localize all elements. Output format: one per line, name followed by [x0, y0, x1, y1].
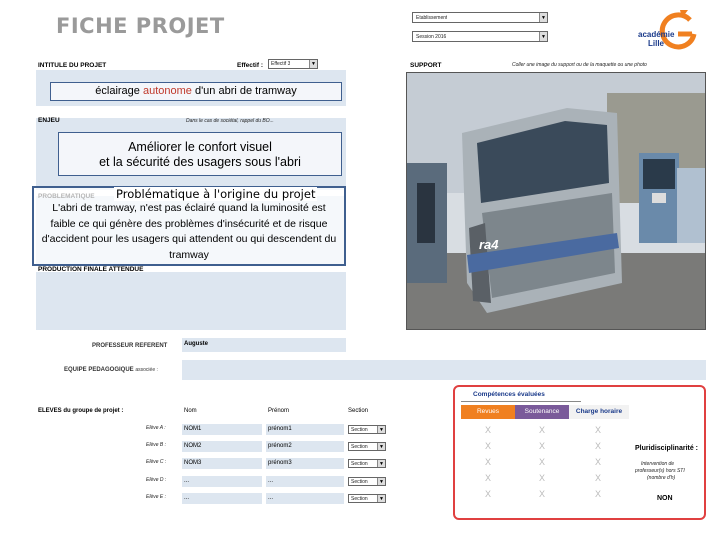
logo-text-2: Lille	[648, 39, 665, 48]
eleve-section: Section	[351, 478, 368, 485]
competences-panel	[453, 385, 706, 520]
pluri-note-1: Intervention de	[641, 461, 675, 467]
intitule-field[interactable]	[50, 82, 342, 101]
eleve-role: Élève B :	[146, 442, 167, 448]
eleve-section: Section	[351, 495, 368, 502]
col-header-nom: Nom	[184, 408, 197, 414]
competences-title-rule	[461, 401, 581, 402]
eleve-prenom-field[interactable]	[266, 493, 344, 504]
professeur-field[interactable]	[182, 338, 346, 352]
eleve-role: Élève D :	[146, 477, 167, 483]
eleve-prenom: ...	[268, 495, 274, 501]
problematique-text: L'abri de tramway, n'est pas éclairé quand la luminosité est faible ce qui génère des problèmes d'insécurité et de risque d'accident pour les usagers qui attendent ou qui descendent du tramway	[41, 202, 337, 261]
eleve-role: Élève A :	[146, 425, 166, 431]
eleve-section-select[interactable]	[348, 425, 386, 434]
x-mark: X	[538, 489, 545, 499]
x-mark: X	[594, 441, 601, 451]
tab-charge-horaire[interactable]: Charge horaire	[569, 405, 629, 419]
pluri-note-3: (nombre d'h)	[647, 475, 676, 481]
effectif-select[interactable]	[268, 59, 318, 69]
production-band	[36, 272, 346, 330]
equipe-label-text: EQUIPE PEDAGOGIQUE	[64, 367, 134, 373]
session-select[interactable]	[412, 31, 548, 42]
eleve-role: Élève C :	[146, 459, 167, 465]
enjeu-field[interactable]	[58, 132, 342, 176]
eleve-nom-field[interactable]	[182, 441, 262, 452]
etablissement-select-value: Établissement	[416, 14, 448, 21]
eleve-section-select[interactable]	[348, 459, 386, 468]
professeur-value: Auguste	[184, 341, 208, 347]
effectif-label: Effectif :	[237, 62, 263, 69]
x-mark: X	[484, 457, 491, 467]
intitule-text-part2: d'un abri de tramway	[191, 85, 297, 97]
eleve-prenom: prénom2	[268, 443, 292, 449]
eleve-nom-field[interactable]	[182, 476, 262, 487]
eleve-section-select[interactable]	[348, 477, 386, 486]
enjeu-text-line1: Améliorer le confort visuel	[128, 140, 272, 154]
problematique-field[interactable]	[32, 186, 346, 266]
equipe-label	[64, 367, 158, 373]
x-mark: X	[594, 457, 601, 467]
eleve-nom: ...	[184, 495, 190, 501]
chevron-down-icon: ▼	[539, 32, 547, 41]
col-header-section: Section	[348, 408, 369, 414]
problematique-title: Problématique à l'origine du projet	[116, 187, 316, 201]
eleve-nom: NOM2	[184, 443, 202, 449]
tab-revues[interactable]: Revues	[461, 405, 515, 419]
effectif-select-value: Effectif 3	[271, 61, 291, 67]
x-mark: X	[538, 425, 545, 435]
chevron-down-icon: ▼	[377, 495, 385, 502]
eleve-prenom: ...	[268, 478, 274, 484]
tram-number: ra4	[479, 237, 499, 252]
chevron-down-icon: ▼	[377, 460, 385, 467]
logo-text-1: académie	[638, 30, 675, 39]
eleve-nom-field[interactable]	[182, 458, 262, 469]
x-mark: X	[538, 457, 545, 467]
eleve-prenom: prénom1	[268, 426, 292, 432]
intitule-text-part1: éclairage	[95, 85, 143, 97]
academie-logo	[636, 8, 698, 60]
eleve-nom: NOM1	[184, 426, 202, 432]
chevron-down-icon: ▼	[377, 426, 385, 433]
eleve-nom: NOM3	[184, 460, 202, 466]
support-hint: Coller une image du support ou de la maquette ou une photo	[512, 62, 647, 68]
chevron-down-icon: ▼	[377, 478, 385, 485]
professeur-label: PROFESSEUR REFERENT	[92, 343, 168, 349]
eleve-section: Section	[351, 460, 368, 467]
x-mark: X	[484, 425, 491, 435]
production-label: PRODUCTION FINALE ATTENDUE	[38, 266, 144, 273]
session-select-value: Session 2016	[416, 33, 447, 40]
equipe-label-suffix: associée :	[135, 367, 158, 373]
enjeu-hint: Dans le cas de sociétal, rappel du BO...	[186, 118, 274, 124]
support-image	[406, 72, 706, 330]
x-mark: X	[538, 441, 545, 451]
intitule-text-highlight: autonome	[142, 85, 192, 97]
x-mark: X	[484, 489, 491, 499]
pluri-label: Pluridisciplinarité :	[635, 445, 699, 452]
x-mark: X	[594, 473, 601, 483]
eleve-section: Section	[351, 426, 368, 433]
eleves-label: ELEVES du groupe de projet :	[38, 408, 124, 414]
col-header-prenom: Prénom	[268, 408, 290, 414]
competences-title: Compétences évaluées	[473, 391, 545, 398]
eleve-nom-field[interactable]	[182, 424, 262, 435]
chevron-down-icon: ▼	[539, 13, 547, 22]
eleve-section-select[interactable]	[348, 494, 386, 503]
x-mark: X	[484, 473, 491, 483]
eleve-prenom: prénom3	[268, 460, 292, 466]
x-mark: X	[484, 441, 491, 451]
eleve-nom-field[interactable]	[182, 493, 262, 504]
eleve-prenom-field[interactable]	[266, 476, 344, 487]
eleve-section-select[interactable]	[348, 442, 386, 451]
eleve-prenom-field[interactable]	[266, 458, 344, 469]
equipe-field[interactable]	[182, 360, 706, 380]
x-mark: X	[594, 489, 601, 499]
eleve-role: Élève E :	[146, 494, 167, 500]
eleve-prenom-field[interactable]	[266, 441, 344, 452]
pluri-note-2: professeur(s) hors STI	[635, 468, 685, 474]
enjeu-text-line2: et la sécurité des usagers sous l'abri	[99, 155, 301, 169]
pluri-value[interactable]: NON	[657, 495, 673, 502]
tab-soutenance[interactable]: Soutenance	[515, 405, 569, 419]
chevron-down-icon: ▼	[377, 443, 385, 450]
enjeu-label: ENJEU	[38, 117, 60, 124]
chevron-down-icon: ▼	[309, 60, 317, 68]
intitule-label: INTITULE DU PROJET	[38, 62, 107, 69]
x-mark: X	[538, 473, 545, 483]
eleve-section: Section	[351, 443, 368, 450]
support-label: SUPPORT	[410, 62, 442, 69]
eleve-nom: ...	[184, 478, 190, 484]
etablissement-select[interactable]	[412, 12, 548, 23]
page-title: FICHE PROJET	[56, 14, 225, 38]
x-mark: X	[594, 425, 601, 435]
eleve-prenom-field[interactable]	[266, 424, 344, 435]
